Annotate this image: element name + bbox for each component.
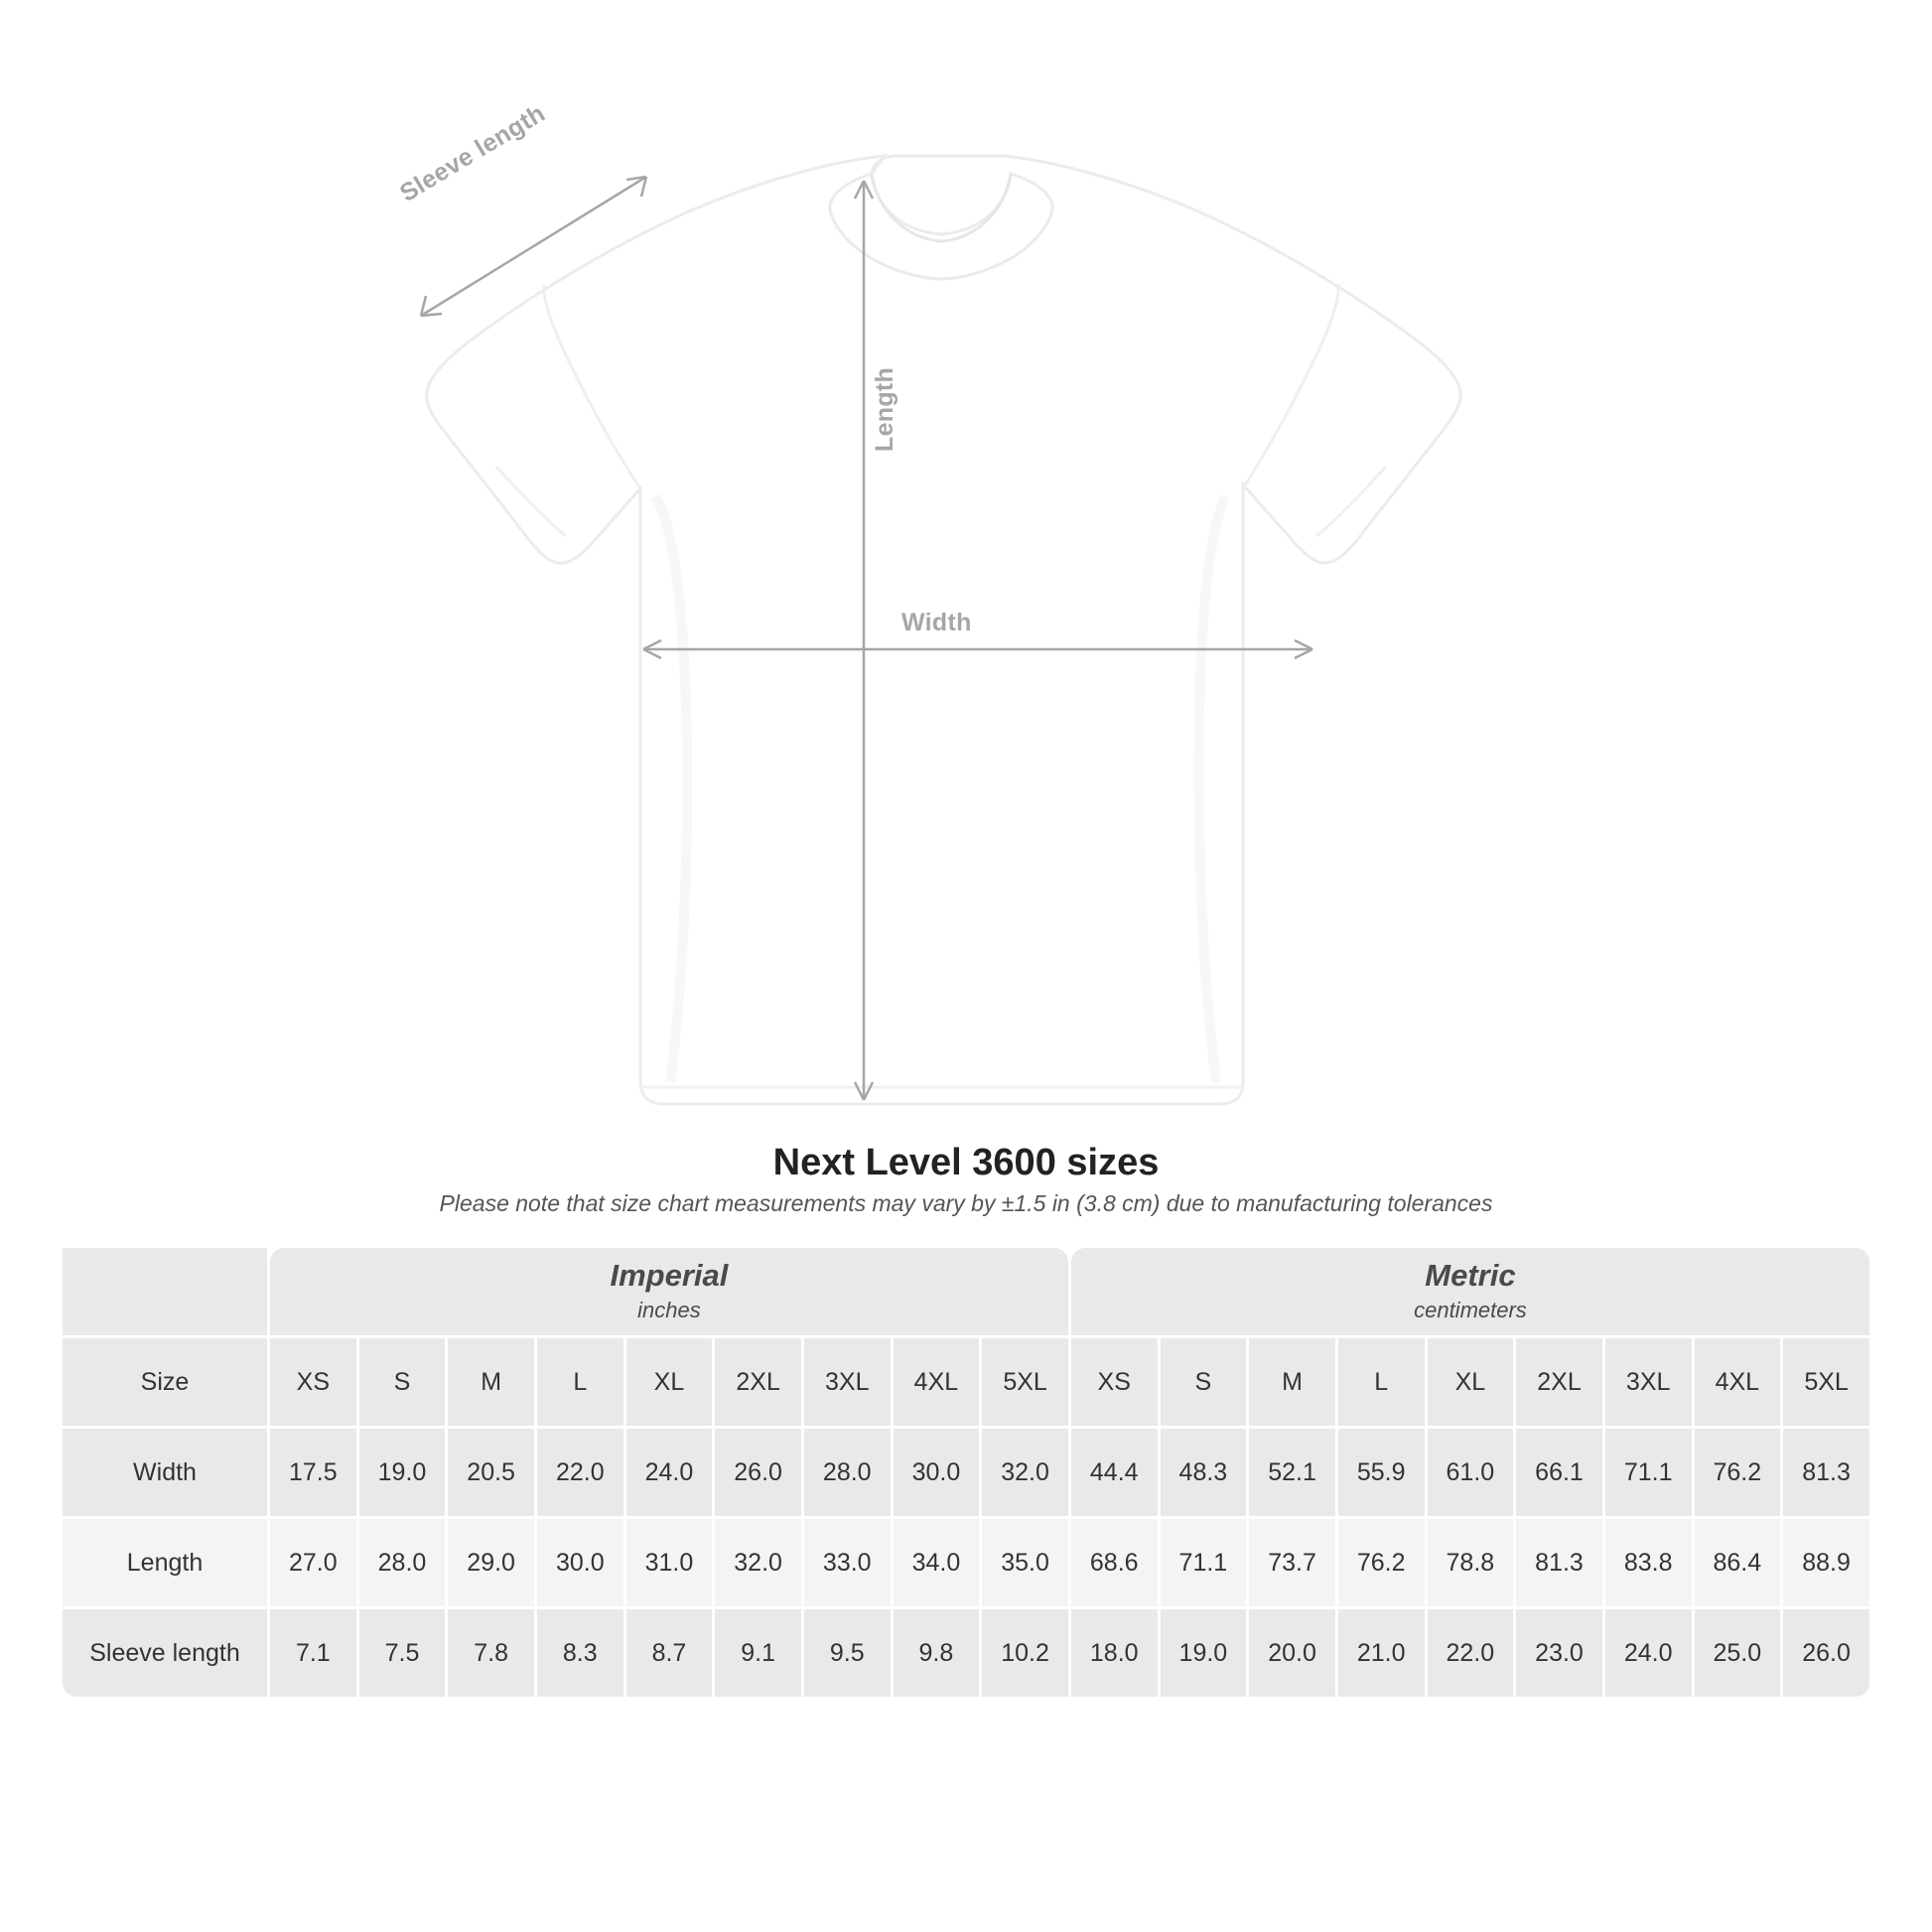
measurement-cell: 9.1 <box>715 1609 801 1697</box>
measurement-cell: 86.4 <box>1695 1519 1781 1606</box>
measurement-cell: 29.0 <box>448 1519 534 1606</box>
measurement-cell: 26.0 <box>1783 1609 1869 1697</box>
measurement-row-label: Length <box>63 1519 267 1606</box>
measurement-cell: 30.0 <box>537 1519 623 1606</box>
table-row <box>63 1609 1869 1697</box>
measurement-cell: 22.0 <box>1428 1609 1514 1697</box>
measurement-cell: 71.1 <box>1605 1429 1692 1516</box>
size-column-header: 3XL <box>1605 1338 1692 1426</box>
measurement-cell: 78.8 <box>1428 1519 1514 1606</box>
measurement-cell: 52.1 <box>1249 1429 1335 1516</box>
sleeve-length-label: Sleeve length <box>395 98 550 208</box>
measurement-cell: 76.2 <box>1338 1519 1425 1606</box>
length-label: Length <box>871 366 898 452</box>
size-column-header: 3XL <box>804 1338 891 1426</box>
measurement-cell: 81.3 <box>1783 1429 1869 1516</box>
measurement-cell: 9.5 <box>804 1609 891 1697</box>
size-column-header: 2XL <box>715 1338 801 1426</box>
size-column-header: XL <box>626 1338 713 1426</box>
measurement-cell: 7.8 <box>448 1609 534 1697</box>
measurement-cell: 19.0 <box>1161 1609 1247 1697</box>
measurement-cell: 26.0 <box>715 1429 801 1516</box>
size-column-header: XS <box>270 1338 356 1426</box>
unit-group-name: Imperial <box>610 1258 729 1294</box>
measurement-cell: 20.5 <box>448 1429 534 1516</box>
size-column-header: M <box>1249 1338 1335 1426</box>
measurement-cell: 18.0 <box>1071 1609 1158 1697</box>
measurement-cell: 7.1 <box>270 1609 356 1697</box>
size-column-header: L <box>1338 1338 1425 1426</box>
measurement-cell: 21.0 <box>1338 1609 1425 1697</box>
measurement-cell: 24.0 <box>626 1429 713 1516</box>
measurement-cell: 9.8 <box>894 1609 980 1697</box>
measurement-cell: 48.3 <box>1161 1429 1247 1516</box>
measurement-cell: 23.0 <box>1516 1609 1602 1697</box>
measurement-row-label: Width <box>63 1429 267 1516</box>
measurement-cell: 33.0 <box>804 1519 891 1606</box>
size-column-header: XL <box>1428 1338 1514 1426</box>
measurement-cell: 81.3 <box>1516 1519 1602 1606</box>
size-column-header: 4XL <box>1695 1338 1781 1426</box>
measurement-cell: 31.0 <box>626 1519 713 1606</box>
table-row <box>63 1519 1869 1606</box>
measurement-cell: 28.0 <box>359 1519 446 1606</box>
unit-group-header <box>1071 1248 1869 1335</box>
size-column-header: L <box>537 1338 623 1426</box>
table-row <box>63 1429 1869 1516</box>
size-column-header: 4XL <box>894 1338 980 1426</box>
measurement-cell: 66.1 <box>1516 1429 1602 1516</box>
measurement-cell: 8.7 <box>626 1609 713 1697</box>
size-column-header: XS <box>1071 1338 1158 1426</box>
unit-group-sub: centimeters <box>1414 1297 1527 1322</box>
unit-group-sub: inches <box>637 1297 701 1322</box>
size-column-header: 2XL <box>1516 1338 1602 1426</box>
size-column-header: S <box>1161 1338 1247 1426</box>
size-column-header: S <box>359 1338 446 1426</box>
measurement-cell: 55.9 <box>1338 1429 1425 1516</box>
measurement-cell: 19.0 <box>359 1429 446 1516</box>
measurement-cell: 27.0 <box>270 1519 356 1606</box>
page-title: Next Level 3600 sizes <box>772 1142 1160 1183</box>
measurement-cell: 32.0 <box>982 1429 1068 1516</box>
width-label: Width <box>901 609 972 636</box>
measurement-cell: 88.9 <box>1783 1519 1869 1606</box>
measurement-cell: 7.5 <box>359 1609 446 1697</box>
measurement-cell: 76.2 <box>1695 1429 1781 1516</box>
measurement-cell: 34.0 <box>894 1519 980 1606</box>
measurement-cell: 17.5 <box>270 1429 356 1516</box>
measurement-cell: 83.8 <box>1605 1519 1692 1606</box>
unit-group-name: Metric <box>1425 1258 1516 1294</box>
measurement-cell: 68.6 <box>1071 1519 1158 1606</box>
measurement-cell: 20.0 <box>1249 1609 1335 1697</box>
measurement-cell: 32.0 <box>715 1519 801 1606</box>
measurement-cell: 30.0 <box>894 1429 980 1516</box>
measurement-cell: 8.3 <box>537 1609 623 1697</box>
measurement-cell: 22.0 <box>537 1429 623 1516</box>
size-column-header: 5XL <box>1783 1338 1869 1426</box>
measurement-cell: 28.0 <box>804 1429 891 1516</box>
unit-group-header <box>270 1248 1068 1335</box>
measurement-row-label: Sleeve length <box>63 1609 267 1697</box>
measurement-cell: 35.0 <box>982 1519 1068 1606</box>
size-chart-table <box>60 1245 1872 1700</box>
measurement-cell: 61.0 <box>1428 1429 1514 1516</box>
size-column-header: M <box>448 1338 534 1426</box>
measurement-cell: 25.0 <box>1695 1609 1781 1697</box>
tolerance-note: Please note that size chart measurements may vary by ±1.5 in (3.8 cm) due to manufacturing tolerances <box>439 1190 1493 1216</box>
measurement-cell: 71.1 <box>1161 1519 1247 1606</box>
size-chart-container <box>0 1245 1932 1700</box>
measurement-cell: 10.2 <box>982 1609 1068 1697</box>
size-header: Size <box>63 1338 267 1426</box>
measurement-cell: 44.4 <box>1071 1429 1158 1516</box>
measurement-cell: 24.0 <box>1605 1609 1692 1697</box>
table-corner-blank <box>63 1248 267 1335</box>
measurement-cell: 73.7 <box>1249 1519 1335 1606</box>
size-column-header: 5XL <box>982 1338 1068 1426</box>
